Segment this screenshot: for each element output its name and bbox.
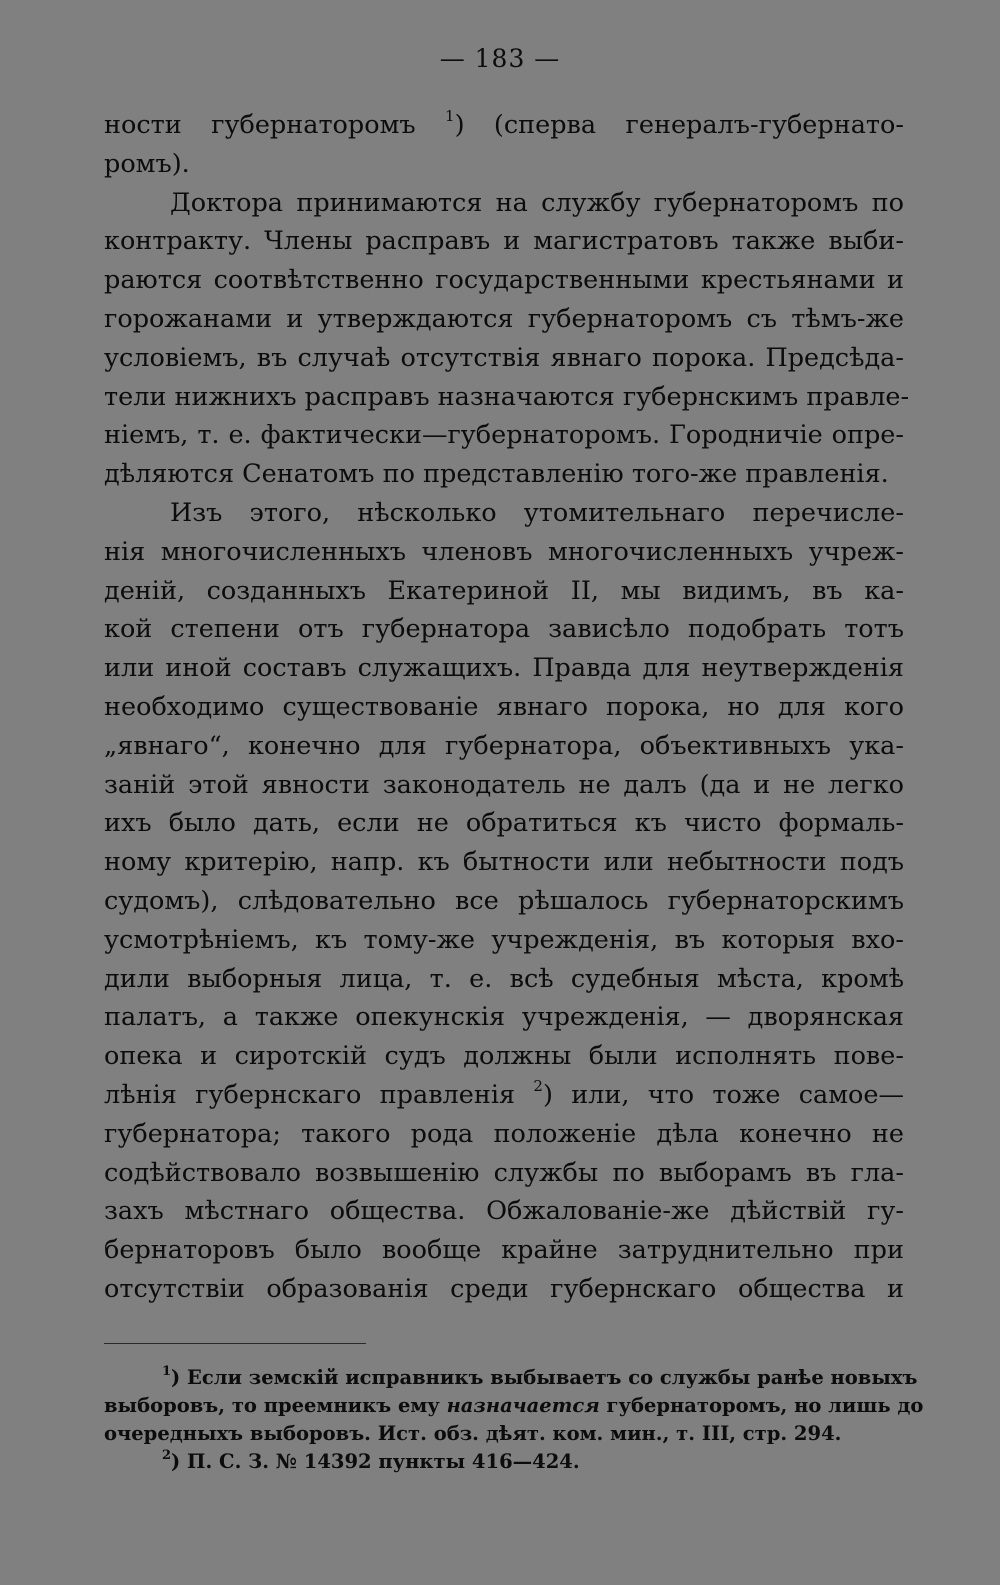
- footnote-text: ) П. С. З. № 14392 пункты 416—424.: [171, 1450, 580, 1473]
- footnote-divider: [104, 1343, 366, 1344]
- main-text: [104, 106, 910, 1309]
- text-line: [104, 1115, 904, 1154]
- text-line: [104, 1270, 904, 1309]
- text-line: [104, 455, 904, 494]
- emphasized-text: назначается: [446, 1394, 600, 1417]
- line-text: ности губернаторомъ: [104, 110, 446, 140]
- paragraph: [104, 106, 904, 184]
- text-line: [104, 1192, 904, 1231]
- text-line: [104, 1154, 904, 1193]
- text-line: [104, 416, 904, 455]
- line-text: нія многочисленныхъ членовъ многочисленныхъ учреж-: [104, 536, 904, 567]
- text-line: [104, 766, 904, 805]
- line-text: ) или, что тоже самое—: [542, 1079, 904, 1110]
- text-line: [104, 533, 904, 572]
- text-line: [104, 145, 904, 184]
- footnote: [104, 1448, 904, 1476]
- line-text: содѣйствовало возвышенію службы по выборамъ въ гла-: [104, 1157, 904, 1188]
- text-line: [104, 1231, 904, 1270]
- line-text: горожанами и утверждаются губернаторомъ съ тѣмъ-же: [104, 303, 904, 334]
- text-line: [104, 610, 904, 649]
- line-text: лѣнія губернскаго правленія: [104, 1079, 534, 1110]
- line-text: ному критерію, напр. къ бытности или небытности подъ: [104, 847, 904, 878]
- line-text: раются соотвѣтственно государственными крестьянами и: [104, 265, 904, 296]
- text-line: [104, 998, 904, 1037]
- text-line: [104, 649, 904, 688]
- line-text: заній этой явности законодатель не далъ (да и не легко: [104, 769, 904, 800]
- line-text: деній, созданныхъ Екатериной II, мы видимъ, въ ка-: [104, 575, 904, 606]
- line-text: условіемъ, въ случаѣ отсутствія явнаго порока. Предсѣда-: [104, 342, 904, 373]
- line-text: „явнаго“, конечно для губернатора, объективныхъ ука-: [104, 730, 904, 761]
- line-text: дѣляются Сенатомъ по представленію того-же правленія.: [104, 459, 889, 490]
- paragraph: [104, 494, 904, 1309]
- footnote-line: [104, 1392, 924, 1420]
- text-line: [104, 843, 904, 882]
- footnote-line: [104, 1420, 904, 1448]
- footnote-number: 1: [162, 1364, 172, 1379]
- line-text: опека и сиротскій судъ должны были исполнять пове-: [104, 1041, 904, 1072]
- line-text: ) (сперва генералъ-губернато-: [454, 110, 904, 140]
- line-text: кой степени отъ губернатора зависѣло подобрать тотъ: [104, 614, 904, 645]
- footnote-text: очередныхъ выборовъ. Ист. обз. дѣят. ком. мин., т. III, стр. 294.: [104, 1422, 842, 1445]
- line-text: ихъ было дать, если не обратиться къ чисто формаль-: [104, 808, 904, 839]
- text-line: [104, 378, 910, 417]
- line-text: захъ мѣстнаго общества. Обжалованіе-же дѣйствій гу-: [104, 1196, 904, 1227]
- footnotes: [104, 1364, 924, 1476]
- line-text: контракту. Члены расправъ и магистратовъ также выби-: [104, 226, 904, 257]
- line-text: тели нижнихъ расправъ назначаются губернскимъ правле-: [104, 381, 910, 412]
- footnote-number: 2: [162, 1448, 172, 1463]
- line-text: отсутствіи образованія среди губернскаго общества и: [104, 1273, 904, 1304]
- footnote-line: [104, 1364, 918, 1392]
- paragraph: [104, 184, 910, 494]
- footnote-marker: 2: [533, 1076, 543, 1095]
- text-line: [104, 804, 904, 843]
- text-line: [104, 300, 904, 339]
- line-text: Доктора принимаются на службу губернаторомъ по: [170, 187, 904, 218]
- line-text: усмотрѣніемъ, къ тому-же учрежденія, въ которыя вхо-: [104, 924, 904, 955]
- text-line: [104, 106, 904, 145]
- line-text: дили выборныя лица, т. е. всѣ судебныя мѣста, кромѣ: [104, 963, 904, 994]
- text-line: [104, 261, 904, 300]
- footnote-text: губернаторомъ, но лишь до: [599, 1394, 924, 1417]
- line-text: или иной составъ служащихъ. Правда для неутвержденія: [104, 653, 904, 684]
- line-text: необходимо существованіе явнаго порока, но для кого: [104, 691, 904, 722]
- footnote-text: выборовъ, то преемникъ ему: [104, 1394, 447, 1417]
- footnote-marker: 1: [445, 107, 455, 125]
- page-number: — 183 —: [439, 44, 561, 73]
- line-text: Изъ этого, нѣсколько утомительнаго перечисле-: [170, 497, 904, 528]
- line-text: губернатора; такого рода положеніе дѣла конечно не: [104, 1118, 904, 1149]
- text-line: [104, 688, 904, 727]
- footnote: [104, 1364, 924, 1448]
- text-line: [104, 184, 904, 223]
- text-line: [104, 960, 904, 999]
- line-text: судомъ), слѣдовательно все рѣшалось губернаторскимъ: [104, 885, 904, 916]
- line-text: ромъ).: [104, 148, 190, 179]
- text-line: [104, 727, 904, 766]
- text-line: [104, 1076, 904, 1115]
- line-text: бернаторовъ было вообще крайне затруднительно при: [104, 1235, 904, 1266]
- text-line: [104, 572, 904, 611]
- text-line: [104, 1037, 904, 1076]
- text-line: [104, 921, 904, 960]
- text-line: [104, 494, 904, 533]
- text-line: [104, 339, 904, 378]
- footnote-text: ) Если земскій исправникъ выбываетъ со службы ранѣе новыхъ: [171, 1366, 918, 1389]
- text-line: [104, 882, 904, 921]
- line-text: ніемъ, т. е. фактически—губернаторомъ. Городничіе опре-: [104, 420, 904, 451]
- text-line: [104, 222, 904, 261]
- line-text: палатъ, а также опекунскія учрежденія, — дворянская: [104, 1002, 904, 1033]
- footnote-line: [104, 1448, 904, 1476]
